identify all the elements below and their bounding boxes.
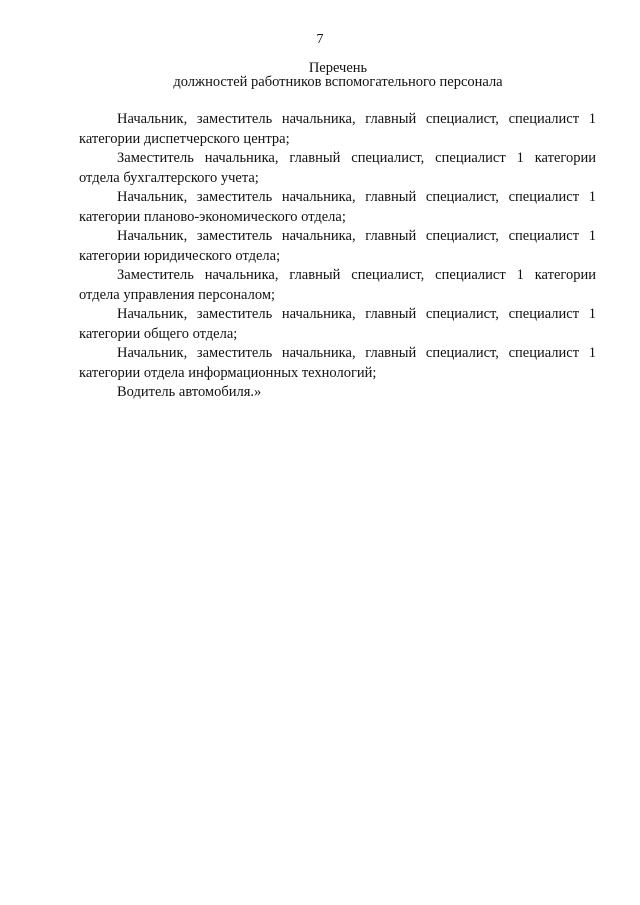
list-item: Начальник, заместитель начальника, главный специалист, специалист 1 категории отдела информационных технологий;	[79, 345, 596, 381]
list-item: Начальник, заместитель начальника, главный специалист, специалист 1 категории юридического отдела;	[79, 228, 596, 264]
list-item: Заместитель начальника, главный специалист, специалист 1 категории отдела управления персоналом;	[79, 267, 596, 303]
list-item: Начальник, заместитель начальника, главный специалист, специалист 1 категории общего отдела;	[79, 306, 596, 342]
list-item: Начальник, заместитель начальника, главный специалист, специалист 1 категории диспетчерского центра;	[79, 111, 596, 147]
list-item: Заместитель начальника, главный специалист, специалист 1 категории отдела бухгалтерского учета;	[79, 150, 596, 186]
list-item: Начальник, заместитель начальника, главный специалист, специалист 1 категории планово-экономического отдела;	[79, 189, 596, 225]
title-heading: Перечень	[308, 60, 368, 76]
positions-list	[79, 110, 596, 403]
title-subheading: должностей работников вспомогательного персонала	[173, 74, 503, 90]
document-title	[0, 61, 640, 89]
page-number: 7	[316, 32, 324, 47]
list-item: Водитель автомобиля.»	[117, 384, 262, 400]
